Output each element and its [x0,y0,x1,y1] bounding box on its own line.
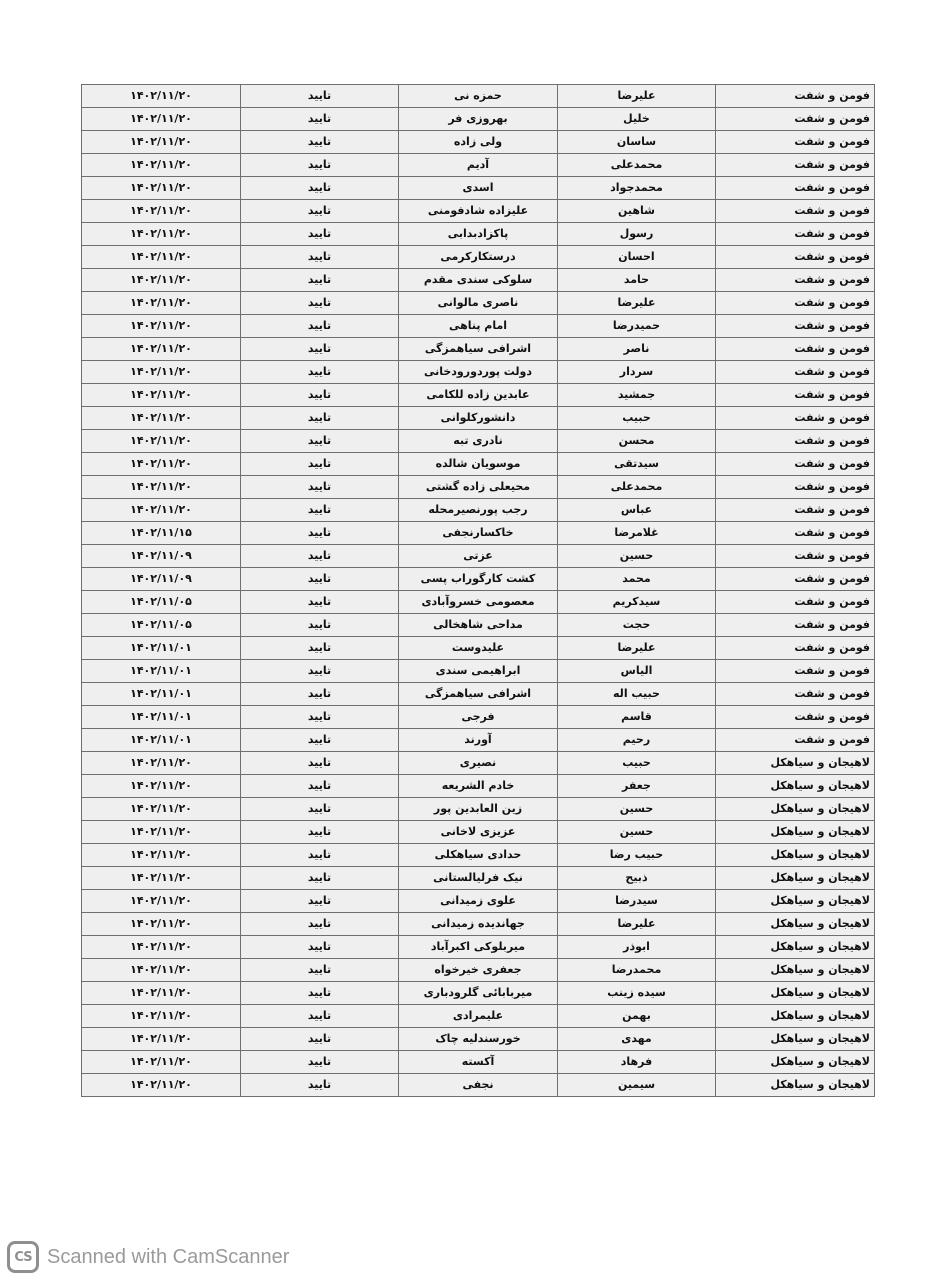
cell-status: تایید [241,476,399,499]
cell-date: ۱۴۰۲/۱۱/۲۰ [82,223,241,246]
cell-status: تایید [241,637,399,660]
cell-last-name: نجفی [399,1074,558,1097]
cell-status: تایید [241,591,399,614]
table-row [82,223,875,246]
cell-date: ۱۴۰۲/۱۱/۲۰ [82,131,241,154]
cell-last-name: اشرافی سیاهمزگی [399,338,558,361]
cell-first-name: علیرضا [558,292,716,315]
cell-region: فومن و شفت [716,108,875,131]
cell-first-name: رحیم [558,729,716,752]
cell-date: ۱۴۰۲/۱۱/۲۰ [82,775,241,798]
cell-status: تایید [241,614,399,637]
cell-region: لاهیجان و سیاهکل [716,798,875,821]
table-row [82,177,875,200]
cell-region: فومن و شفت [716,568,875,591]
cell-date: ۱۴۰۲/۱۱/۲۰ [82,1005,241,1028]
cell-last-name: دولت پوردورودخانی [399,361,558,384]
cell-last-name: علوی زمیدانی [399,890,558,913]
cell-first-name: سیمین [558,1074,716,1097]
cell-region: لاهیجان و سیاهکل [716,936,875,959]
cell-status: تایید [241,1051,399,1074]
cell-first-name: حسین [558,545,716,568]
cell-region: فومن و شفت [716,430,875,453]
cell-status: تایید [241,752,399,775]
cell-region: فومن و شفت [716,591,875,614]
cell-first-name: محمدجواد [558,177,716,200]
cell-region: لاهیجان و سیاهکل [716,821,875,844]
cell-last-name: مداحی شاهخالی [399,614,558,637]
cell-region: لاهیجان و سیاهکل [716,890,875,913]
approval-table [81,84,875,1097]
cell-first-name: حجت [558,614,716,637]
cell-region: فومن و شفت [716,407,875,430]
cell-last-name: میربلوکی اکبرآباد [399,936,558,959]
cell-first-name: جمشید [558,384,716,407]
table-row [82,729,875,752]
cell-date: ۱۴۰۲/۱۱/۲۰ [82,430,241,453]
cell-status: تایید [241,660,399,683]
cell-region: فومن و شفت [716,246,875,269]
cell-date: ۱۴۰۲/۱۱/۲۰ [82,798,241,821]
cell-region: لاهیجان و سیاهکل [716,1074,875,1097]
cell-status: تایید [241,269,399,292]
cell-date: ۱۴۰۲/۱۱/۰۹ [82,568,241,591]
cell-region: فومن و شفت [716,269,875,292]
cell-region: فومن و شفت [716,361,875,384]
cell-first-name: سیده زینب [558,982,716,1005]
cell-last-name: آدیم [399,154,558,177]
cell-date: ۱۴۰۲/۱۱/۲۰ [82,890,241,913]
cell-status: تایید [241,223,399,246]
cell-date: ۱۴۰۲/۱۱/۲۰ [82,85,241,108]
table-row [82,476,875,499]
cell-status: تایید [241,959,399,982]
cell-region: لاهیجان و سیاهکل [716,959,875,982]
table-row [82,752,875,775]
cell-status: تایید [241,821,399,844]
cell-first-name: علیرضا [558,637,716,660]
cell-first-name: ناصر [558,338,716,361]
cell-first-name: فرهاد [558,1051,716,1074]
cell-last-name: دانشورکلوانی [399,407,558,430]
cell-status: تایید [241,1005,399,1028]
cell-last-name: حدادی سیاهکلی [399,844,558,867]
cell-region: لاهیجان و سیاهکل [716,844,875,867]
table-row [82,614,875,637]
cell-region: لاهیجان و سیاهکل [716,775,875,798]
table-row [82,775,875,798]
cell-last-name: فرجی [399,706,558,729]
camscanner-logo-icon [7,1241,39,1273]
cell-last-name: علیمرادی [399,1005,558,1028]
cell-first-name: غلامرضا [558,522,716,545]
cell-first-name: ذبیح [558,867,716,890]
cell-date: ۱۴۰۲/۱۱/۲۰ [82,177,241,200]
cell-first-name: سردار [558,361,716,384]
cell-last-name: رجب پورنصیرمحله [399,499,558,522]
cell-status: تایید [241,522,399,545]
cell-date: ۱۴۰۲/۱۱/۲۰ [82,476,241,499]
cell-region: لاهیجان و سیاهکل [716,752,875,775]
table-row [82,131,875,154]
cell-last-name: موسویان شالده [399,453,558,476]
cell-last-name: درستکارکرمی [399,246,558,269]
cell-first-name: محمد [558,568,716,591]
cell-last-name: بهروزی فر [399,108,558,131]
cell-last-name: آکسته [399,1051,558,1074]
cell-region: فومن و شفت [716,384,875,407]
table-row [82,844,875,867]
cell-date: ۱۴۰۲/۱۱/۲۰ [82,982,241,1005]
cell-status: تایید [241,683,399,706]
cell-status: تایید [241,936,399,959]
cell-region: لاهیجان و سیاهکل [716,913,875,936]
cell-last-name: ولی زاده [399,131,558,154]
cell-last-name: نصیری [399,752,558,775]
cell-first-name: علیرضا [558,913,716,936]
cell-date: ۱۴۰۲/۱۱/۲۰ [82,200,241,223]
camscanner-logo-text: CS [14,1249,32,1265]
cell-date: ۱۴۰۲/۱۱/۲۰ [82,361,241,384]
cell-region: فومن و شفت [716,637,875,660]
cell-last-name: محیعلی زاده گشتی [399,476,558,499]
cell-status: تایید [241,177,399,200]
table-row [82,1005,875,1028]
table-row [82,545,875,568]
table-row [82,315,875,338]
cell-region: لاهیجان و سیاهکل [716,1028,875,1051]
cell-status: تایید [241,200,399,223]
cell-status: تایید [241,499,399,522]
table-row [82,246,875,269]
cell-first-name: شاهین [558,200,716,223]
cell-date: ۱۴۰۲/۱۱/۲۰ [82,1074,241,1097]
cell-date: ۱۴۰۲/۱۱/۰۹ [82,545,241,568]
cell-status: تایید [241,545,399,568]
cell-last-name: میربابائی گلرودباری [399,982,558,1005]
cell-date: ۱۴۰۲/۱۱/۲۰ [82,338,241,361]
table-row [82,430,875,453]
table-row [82,821,875,844]
cell-region: فومن و شفت [716,614,875,637]
table-row [82,890,875,913]
table-row [82,959,875,982]
cell-region: فومن و شفت [716,292,875,315]
cell-region: فومن و شفت [716,200,875,223]
table-row [82,1051,875,1074]
table-row [82,407,875,430]
cell-date: ۱۴۰۲/۱۱/۱۵ [82,522,241,545]
table-row [82,292,875,315]
cell-region: فومن و شفت [716,85,875,108]
cell-last-name: علیدوست [399,637,558,660]
table-row [82,867,875,890]
cell-last-name: عزتی [399,545,558,568]
table-row [82,384,875,407]
cell-date: ۱۴۰۲/۱۱/۰۱ [82,706,241,729]
cell-last-name: امام پناهی [399,315,558,338]
cell-last-name: عابدین زاده للکامی [399,384,558,407]
table-row [82,154,875,177]
cell-first-name: علیرضا [558,85,716,108]
cell-status: تایید [241,292,399,315]
cell-first-name: خلیل [558,108,716,131]
table-row [82,453,875,476]
cell-date: ۱۴۰۲/۱۱/۰۱ [82,729,241,752]
cell-last-name: پاکزادبدابی [399,223,558,246]
cell-status: تایید [241,85,399,108]
cell-date: ۱۴۰۲/۱۱/۲۰ [82,752,241,775]
cell-first-name: عباس [558,499,716,522]
cell-region: فومن و شفت [716,453,875,476]
cell-first-name: محمدعلی [558,154,716,177]
cell-first-name: حمیدرضا [558,315,716,338]
cell-date: ۱۴۰۲/۱۱/۲۰ [82,913,241,936]
cell-last-name: خاکسارنجفی [399,522,558,545]
cell-last-name: نادری تبه [399,430,558,453]
cell-date: ۱۴۰۲/۱۱/۲۰ [82,246,241,269]
cell-last-name: اشرافی سیاهمزگی [399,683,558,706]
cell-last-name: ناصری مالوانی [399,292,558,315]
cell-region: فومن و شفت [716,706,875,729]
cell-date: ۱۴۰۲/۱۱/۲۰ [82,844,241,867]
table-row [82,637,875,660]
cell-date: ۱۴۰۲/۱۱/۲۰ [82,292,241,315]
cell-region: لاهیجان و سیاهکل [716,982,875,1005]
cell-status: تایید [241,246,399,269]
cell-region: فومن و شفت [716,683,875,706]
cell-first-name: سیدرضا [558,890,716,913]
cell-status: تایید [241,154,399,177]
cell-last-name: سلوکی سندی مقدم [399,269,558,292]
cell-first-name: حسین [558,798,716,821]
table-row [82,913,875,936]
cell-region: لاهیجان و سیاهکل [716,867,875,890]
camscanner-text: Scanned with CamScanner [47,1245,290,1268]
table-row [82,1074,875,1097]
cell-status: تایید [241,384,399,407]
cell-first-name: محمدرضا [558,959,716,982]
table-row [82,499,875,522]
table-row [82,269,875,292]
table-row [82,936,875,959]
cell-last-name: اسدی [399,177,558,200]
cell-date: ۱۴۰۲/۱۱/۰۱ [82,637,241,660]
cell-last-name: خادم الشریعه [399,775,558,798]
camscanner-watermark [7,1240,289,1274]
cell-date: ۱۴۰۲/۱۱/۲۰ [82,936,241,959]
cell-first-name: جعفر [558,775,716,798]
cell-last-name: جعفری خیرخواه [399,959,558,982]
cell-last-name: حمزه نی [399,85,558,108]
cell-last-name: جهاندیده زمیدانی [399,913,558,936]
table-row [82,85,875,108]
cell-status: تایید [241,1074,399,1097]
cell-region: فومن و شفت [716,131,875,154]
cell-date: ۱۴۰۲/۱۱/۲۰ [82,407,241,430]
cell-status: تایید [241,453,399,476]
cell-first-name: ابوذر [558,936,716,959]
cell-date: ۱۴۰۲/۱۱/۲۰ [82,453,241,476]
cell-date: ۱۴۰۲/۱۱/۰۵ [82,614,241,637]
cell-status: تایید [241,108,399,131]
table-row [82,982,875,1005]
cell-first-name: سیدتقی [558,453,716,476]
cell-date: ۱۴۰۲/۱۱/۲۰ [82,499,241,522]
cell-region: فومن و شفت [716,338,875,361]
cell-date: ۱۴۰۲/۱۱/۰۱ [82,660,241,683]
table-row [82,683,875,706]
cell-last-name: عزیزی لاخانی [399,821,558,844]
cell-status: تایید [241,338,399,361]
cell-last-name: ابراهیمی سندی [399,660,558,683]
cell-first-name: محسن [558,430,716,453]
cell-status: تایید [241,361,399,384]
cell-first-name: بهمن [558,1005,716,1028]
cell-status: تایید [241,982,399,1005]
cell-first-name: احسان [558,246,716,269]
cell-last-name: آورند [399,729,558,752]
cell-date: ۱۴۰۲/۱۱/۰۱ [82,683,241,706]
table-row [82,338,875,361]
cell-status: تایید [241,1028,399,1051]
cell-status: تایید [241,131,399,154]
cell-status: تایید [241,706,399,729]
cell-first-name: محمدعلی [558,476,716,499]
cell-region: فومن و شفت [716,476,875,499]
cell-status: تایید [241,407,399,430]
table-row [82,522,875,545]
table-row [82,1028,875,1051]
cell-first-name: حبیب [558,407,716,430]
cell-status: تایید [241,798,399,821]
cell-date: ۱۴۰۲/۱۱/۰۵ [82,591,241,614]
cell-date: ۱۴۰۲/۱۱/۲۰ [82,269,241,292]
table-row [82,798,875,821]
cell-status: تایید [241,568,399,591]
cell-region: فومن و شفت [716,729,875,752]
cell-status: تایید [241,775,399,798]
cell-date: ۱۴۰۲/۱۱/۲۰ [82,1051,241,1074]
cell-first-name: الیاس [558,660,716,683]
table-row [82,108,875,131]
cell-date: ۱۴۰۲/۱۱/۲۰ [82,1028,241,1051]
cell-region: فومن و شفت [716,660,875,683]
cell-region: لاهیجان و سیاهکل [716,1005,875,1028]
cell-region: فومن و شفت [716,315,875,338]
cell-first-name: حبیب اله [558,683,716,706]
cell-status: تایید [241,913,399,936]
cell-last-name: زین العابدین پور [399,798,558,821]
cell-date: ۱۴۰۲/۱۱/۲۰ [82,384,241,407]
table-body [82,85,875,1097]
table-row [82,706,875,729]
cell-last-name: علیزاده شادفومنی [399,200,558,223]
cell-date: ۱۴۰۲/۱۱/۲۰ [82,821,241,844]
cell-last-name: خورسندلیه چاک [399,1028,558,1051]
table-row [82,361,875,384]
cell-first-name: مهدی [558,1028,716,1051]
cell-status: تایید [241,890,399,913]
document-table-wrapper [81,84,874,1097]
cell-date: ۱۴۰۲/۱۱/۲۰ [82,108,241,131]
cell-status: تایید [241,867,399,890]
cell-region: لاهیجان و سیاهکل [716,1051,875,1074]
table-row [82,568,875,591]
cell-date: ۱۴۰۲/۱۱/۲۰ [82,315,241,338]
cell-first-name: قاسم [558,706,716,729]
cell-last-name: کشت کارگوراب پسی [399,568,558,591]
cell-region: فومن و شفت [716,177,875,200]
cell-first-name: ساسان [558,131,716,154]
cell-region: فومن و شفت [716,223,875,246]
cell-first-name: حبیب رضا [558,844,716,867]
cell-region: فومن و شفت [716,499,875,522]
cell-first-name: حسین [558,821,716,844]
table-row [82,660,875,683]
cell-region: فومن و شفت [716,545,875,568]
cell-last-name: معصومی خسروآبادی [399,591,558,614]
cell-first-name: رسول [558,223,716,246]
cell-first-name: حامد [558,269,716,292]
cell-date: ۱۴۰۲/۱۱/۲۰ [82,959,241,982]
cell-status: تایید [241,430,399,453]
cell-status: تایید [241,844,399,867]
cell-first-name: حبیب [558,752,716,775]
table-row [82,200,875,223]
cell-date: ۱۴۰۲/۱۱/۲۰ [82,154,241,177]
cell-date: ۱۴۰۲/۱۱/۲۰ [82,867,241,890]
cell-status: تایید [241,315,399,338]
table-row [82,591,875,614]
cell-last-name: نیک فرلیالستانی [399,867,558,890]
cell-status: تایید [241,729,399,752]
cell-region: فومن و شفت [716,522,875,545]
cell-first-name: سیدکریم [558,591,716,614]
cell-region: فومن و شفت [716,154,875,177]
